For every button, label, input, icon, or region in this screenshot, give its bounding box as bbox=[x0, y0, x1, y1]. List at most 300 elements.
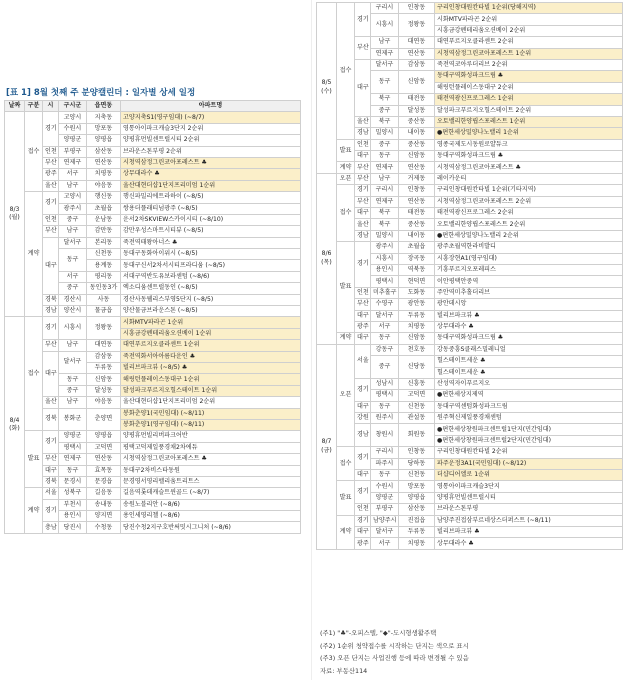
cell-apartment: 오토밸리한양립스포레스트 2순위 bbox=[435, 219, 623, 230]
cell-date: 8/6 (목) bbox=[317, 173, 337, 344]
cell-type: 계약 bbox=[25, 488, 43, 534]
cell-dong: 고덕면 bbox=[87, 442, 121, 453]
cell-dong: 수청동 bbox=[87, 522, 121, 533]
cell-dong: 정왕동 bbox=[87, 317, 121, 340]
cell-apartment: 봉화춘양1(국민임대) (~8/11) bbox=[121, 408, 301, 419]
cell-apartment: 경산사동웰리스부영5단지 (~8/5) bbox=[121, 294, 301, 305]
cell-apartment: 문경영서영리펠리움트리트스 bbox=[121, 476, 301, 487]
cell-gu: 성남시 bbox=[371, 378, 399, 389]
cell-apartment: 동대구2차비스타동원 bbox=[121, 465, 301, 476]
cell-dong: 양지면 bbox=[87, 511, 121, 522]
cell-apartment: 평택고덕제일풍경채2차에듀 bbox=[121, 442, 301, 453]
cell-apartment: ●편한세상밀양나노밸리 2순위 bbox=[435, 230, 623, 241]
cell-dong: 정왕동 bbox=[399, 14, 435, 37]
cell-gu: 중구 bbox=[59, 283, 87, 294]
table-row bbox=[317, 116, 623, 127]
footnote: (주3) 오픈 단지는 사업진행 등에 따라 변경될 수 있음 bbox=[320, 654, 469, 662]
table-row bbox=[5, 488, 301, 499]
table-row bbox=[5, 408, 301, 419]
cell-date: 8/7 (금) bbox=[317, 344, 337, 549]
cell-gu: 양평군 bbox=[371, 492, 399, 503]
cell-dong: 물금읍 bbox=[87, 306, 121, 317]
cell-dong: 회원동 bbox=[399, 424, 435, 447]
cell-gu: 시흥시 bbox=[371, 253, 399, 264]
cell-gu: 부평구 bbox=[59, 146, 87, 157]
cell-gu: 달서구 bbox=[59, 237, 87, 248]
table-row bbox=[5, 180, 301, 191]
cell-apartment: 해링턴플레이스동대구 2순위 bbox=[435, 82, 623, 93]
cell-gu: 달서구 bbox=[371, 59, 399, 70]
cell-apartment: 양평휴먼빌센트럴시티 2순위 bbox=[121, 135, 301, 146]
table-row bbox=[5, 351, 301, 362]
cell-apartment: 쌍용더플래티넘광주 (~8/5) bbox=[121, 203, 301, 214]
cell-gu: 봉화군 bbox=[59, 408, 87, 431]
cell-dong: 양평읍 bbox=[399, 492, 435, 503]
cell-dong: 감삼동 bbox=[87, 351, 121, 362]
cell-apartment: 해링턴플레이스동대구 1순위 bbox=[121, 374, 301, 385]
cell-gu: 서구 bbox=[371, 321, 399, 332]
cell-dong: 달성동 bbox=[87, 385, 121, 396]
cell-gu: 동구 bbox=[59, 465, 87, 476]
cell-gu: 동구 bbox=[371, 333, 399, 344]
schedule-table-right bbox=[316, 2, 623, 550]
footnotes bbox=[320, 627, 469, 677]
cell-apartment: 시청역삼정그린코아포레스트 ♣ bbox=[121, 454, 301, 465]
cell-sido: 경남 bbox=[355, 424, 371, 447]
cell-apartment: 시흥장현A1(영구임대) bbox=[435, 253, 623, 264]
cell-dong: 연산동 bbox=[399, 48, 435, 59]
cell-gu: 연제구 bbox=[371, 196, 399, 207]
cell-apartment: 시청역삼정그린코아포레스트 1순위 bbox=[435, 48, 623, 59]
cell-sido: 경기 bbox=[43, 317, 59, 340]
cell-apartment: 상무대라수 ♣ bbox=[435, 321, 623, 332]
cell-dong: 신당동 bbox=[399, 356, 435, 379]
cell-sido: 부산 bbox=[43, 454, 59, 465]
cell-type: 발표 bbox=[25, 431, 43, 488]
column-header: 날짜 bbox=[5, 101, 25, 112]
table-row bbox=[317, 526, 623, 537]
cell-apartment: 구리인창대원칸타빌 1순위(기타지역) bbox=[435, 185, 623, 196]
cell-dong: 치평동 bbox=[87, 169, 121, 180]
cell-date: 8/4 (화) bbox=[5, 317, 25, 533]
cell-dong: 망포동 bbox=[399, 481, 435, 492]
cell-dong: 신암동 bbox=[87, 374, 121, 385]
table-row bbox=[317, 128, 623, 139]
cell-dong: 신암동 bbox=[399, 151, 435, 162]
cell-apartment: 브라운스톤부평 bbox=[435, 504, 623, 515]
cell-date: 8/3 (월) bbox=[5, 112, 25, 317]
cell-gu: 중구 bbox=[371, 139, 399, 150]
cell-dong: 내이동 bbox=[399, 128, 435, 139]
cell-apartment: 시청역삼정그린코아포레스트 2순위 bbox=[435, 196, 623, 207]
table-row bbox=[5, 146, 301, 157]
cell-gu: 파주시 bbox=[371, 458, 399, 469]
cell-apartment: 기흥푸르지오포레피스 bbox=[435, 264, 623, 275]
table-row bbox=[5, 397, 301, 408]
cell-apartment: 달성파크푸르지오힐스테이트 2순위 bbox=[435, 105, 623, 116]
cell-type: 발표 bbox=[337, 242, 355, 333]
cell-gu: 고양시 bbox=[59, 192, 87, 203]
cell-dong: 내이동 bbox=[399, 230, 435, 241]
cell-sido: 대구 bbox=[355, 151, 371, 162]
cell-dong: 초월읍 bbox=[399, 242, 435, 253]
cell-dong: 삼산동 bbox=[399, 504, 435, 515]
column-header: 시 bbox=[43, 101, 59, 112]
cell-gu: 광주시 bbox=[371, 242, 399, 253]
cell-apartment: 오토밸리한양립스포레스트 1순위 bbox=[435, 116, 623, 127]
cell-type: 발표 bbox=[337, 139, 355, 162]
cell-apartment: 대연푸르지오클라센트 1순위 bbox=[121, 340, 301, 351]
cell-dong: 야음동 bbox=[87, 397, 121, 408]
table-row bbox=[5, 476, 301, 487]
cell-type: 계약 bbox=[337, 162, 355, 173]
cell-dong: 초월읍 bbox=[87, 203, 121, 214]
cell-type: 접수 bbox=[337, 185, 355, 242]
cell-apartment: 레이카운티 bbox=[435, 173, 623, 184]
cell-gu: 밀양시 bbox=[371, 128, 399, 139]
cell-sido: 부산 bbox=[43, 340, 59, 351]
cell-gu: 밀양시 bbox=[371, 230, 399, 241]
cell-dong: 두류동 bbox=[399, 526, 435, 537]
cell-sido: 인천 bbox=[355, 287, 371, 298]
cell-dong: 고덕면 bbox=[399, 390, 435, 401]
cell-sido: 부산 bbox=[355, 173, 371, 184]
table-row bbox=[317, 196, 623, 207]
cell-dong: 도화동 bbox=[399, 287, 435, 298]
cell-apartment: 힐스테이트세운 ♣ bbox=[435, 356, 623, 367]
cell-apartment: 시화MTV파라곤 2순위 bbox=[435, 14, 623, 25]
cell-gu: 평택시 bbox=[371, 390, 399, 401]
cell-gu: 문경시 bbox=[59, 476, 87, 487]
cell-gu: 동구 bbox=[59, 374, 87, 385]
table-row bbox=[317, 139, 623, 150]
table-row bbox=[317, 515, 623, 526]
cell-gu: 수원시 bbox=[59, 123, 87, 134]
table-row bbox=[317, 413, 623, 424]
cell-sido: 인천 bbox=[355, 139, 371, 150]
cell-sido: 울산 bbox=[43, 397, 59, 408]
cell-gu: 구리시 bbox=[371, 3, 399, 14]
cell-gu: 고양시 bbox=[59, 112, 87, 123]
schedule-table-left bbox=[4, 100, 301, 534]
cell-gu: 달서구 bbox=[371, 526, 399, 537]
cell-sido: 대구 bbox=[43, 237, 59, 294]
cell-dong: 달성동 bbox=[399, 105, 435, 116]
cell-gu: 연제구 bbox=[371, 48, 399, 59]
cell-dong: 양평읍 bbox=[87, 135, 121, 146]
cell-sido: 부산 bbox=[43, 226, 59, 237]
cell-gu: 부평구 bbox=[371, 504, 399, 515]
table-row bbox=[5, 499, 301, 510]
cell-type: 계약 bbox=[25, 192, 43, 317]
cell-sido: 경기 bbox=[355, 3, 371, 37]
cell-apartment: 광주초월역한라비발디 bbox=[435, 242, 623, 253]
table-row bbox=[317, 481, 623, 492]
cell-dong: 인창동 bbox=[399, 185, 435, 196]
cell-gu: 동구 bbox=[371, 151, 399, 162]
cell-dong: 길음동 bbox=[87, 488, 121, 499]
cell-sido: 광주 bbox=[43, 169, 59, 180]
cell-apartment: ●편한세상창원파크센트럴2단지(민간임대) bbox=[435, 435, 623, 446]
table-row bbox=[317, 37, 623, 48]
cell-dong: 연산동 bbox=[399, 196, 435, 207]
table-row bbox=[5, 157, 301, 168]
cell-dong: 인창동 bbox=[399, 3, 435, 14]
cell-apartment: ●편한세상밀양나노밸리 1순위 bbox=[435, 128, 623, 139]
cell-gu: 남구 bbox=[59, 226, 87, 237]
cell-dong: 태전동 bbox=[399, 208, 435, 219]
cell-dong: 두류동 bbox=[87, 362, 121, 373]
cell-gu: 중구 bbox=[371, 105, 399, 116]
cell-gu: 서구 bbox=[59, 169, 87, 180]
table-row bbox=[317, 401, 623, 412]
cell-apartment: 양평휴먼빌센트럴시티 bbox=[435, 492, 623, 503]
cell-gu: 중구 bbox=[59, 214, 87, 225]
cell-apartment: 동대구역화성파크드림 ♣ bbox=[435, 333, 623, 344]
table-row bbox=[5, 465, 301, 476]
cell-gu: 달서구 bbox=[59, 351, 87, 374]
column-header: 구시군 bbox=[59, 101, 87, 112]
cell-apartment: 구리인창대원칸타빌 1순위(당해지역) bbox=[435, 3, 623, 14]
cell-gu: 수영구 bbox=[371, 299, 399, 310]
cell-apartment: 행신파밀리에트라하이 (~8/5) bbox=[121, 192, 301, 203]
cell-apartment: 동대구역센텀화성파크드림 bbox=[435, 401, 623, 412]
table-row bbox=[5, 192, 301, 203]
cell-sido: 부산 bbox=[355, 162, 371, 173]
cell-dong: 당하동 bbox=[399, 458, 435, 469]
cell-sido: 경기 bbox=[355, 447, 371, 470]
cell-apartment: 죽전역화서아아름다운인 ♣ bbox=[121, 351, 301, 362]
cell-sido: 대구 bbox=[355, 526, 371, 537]
cell-sido: 대구 bbox=[355, 310, 371, 321]
column-separator bbox=[311, 0, 312, 680]
table-row bbox=[317, 310, 623, 321]
cell-gu: 서구 bbox=[371, 538, 399, 549]
cell-dong: 사동 bbox=[87, 294, 121, 305]
cell-sido: 경북 bbox=[43, 408, 59, 431]
table-row bbox=[317, 344, 623, 355]
cell-date: 8/5 (수) bbox=[317, 3, 337, 174]
cell-apartment: 태전역광신프로그레스 1순위 bbox=[435, 94, 623, 105]
cell-dong: 야음동 bbox=[87, 180, 121, 191]
cell-sido: 울산 bbox=[355, 116, 371, 127]
table-row bbox=[317, 333, 623, 344]
cell-sido: 경기 bbox=[43, 112, 59, 146]
cell-type: 접수 bbox=[337, 3, 355, 140]
cell-apartment: 파주운정3A1(국민임대) (~8/12) bbox=[435, 458, 623, 469]
cell-dong: 감삼동 bbox=[399, 59, 435, 70]
cell-sido: 경남 bbox=[43, 306, 59, 317]
cell-gu: 동구 bbox=[59, 249, 87, 272]
cell-gu: 서구 bbox=[59, 271, 87, 282]
cell-apartment: 주안역미추홀더리브 bbox=[435, 287, 623, 298]
footnote: (주2) 1순위 청약접수를 시작하는 단지는 색으로 표시 bbox=[320, 641, 469, 650]
cell-sido: 인천 bbox=[355, 504, 371, 515]
table-row bbox=[5, 214, 301, 225]
cell-dong: 관설동 bbox=[399, 413, 435, 424]
table-row bbox=[317, 321, 623, 332]
cell-apartment: 상무대라수 ♣ bbox=[121, 169, 301, 180]
cell-apartment: 동대구역화성파크드림 ♣ bbox=[435, 71, 623, 82]
cell-type: 계약 bbox=[337, 515, 355, 549]
cell-dong: 장곡동 bbox=[399, 253, 435, 264]
table-row bbox=[5, 522, 301, 533]
cell-gu: 동구 bbox=[371, 71, 399, 94]
cell-gu: 평택시 bbox=[371, 276, 399, 287]
cell-apartment: 남양주진접삼부르네상스더퍼스트 (~8/11) bbox=[435, 515, 623, 526]
cell-sido: 경기 bbox=[355, 242, 371, 288]
cell-gu: 연제구 bbox=[371, 162, 399, 173]
cell-sido: 광주 bbox=[355, 321, 371, 332]
table-row bbox=[317, 219, 623, 230]
cell-apartment: 양평휴먼빌리버파크어반 bbox=[121, 431, 301, 442]
cell-sido: 부산 bbox=[43, 157, 59, 168]
cell-apartment: 운서2차SKVIEW스카이시티 (~8/10) bbox=[121, 214, 301, 225]
cell-gu: 양산시 bbox=[59, 306, 87, 317]
cell-gu: 구리시 bbox=[371, 185, 399, 196]
cell-apartment: 원주혁신제일풍경채센텀 bbox=[435, 413, 623, 424]
column-header: 구분 bbox=[25, 101, 43, 112]
cell-apartment: 빌리브파크뷰 (~8/5) ♣ bbox=[121, 362, 301, 373]
cell-dong: 두류동 bbox=[399, 310, 435, 321]
table-row bbox=[317, 242, 623, 253]
table-row bbox=[317, 151, 623, 162]
cell-gu: 당진시 bbox=[59, 522, 87, 533]
cell-gu: 남구 bbox=[371, 37, 399, 48]
cell-apartment: 더샵디어엘로 1순위 bbox=[435, 470, 623, 481]
table-row bbox=[5, 317, 301, 328]
cell-apartment: 대연푸르지오클라센트 2순위 bbox=[435, 37, 623, 48]
cell-gu: 용인시 bbox=[59, 511, 87, 522]
cell-apartment: 죽전역코아루더리브 2순위 bbox=[435, 59, 623, 70]
cell-gu: 연제구 bbox=[59, 157, 87, 168]
cell-gu: 북구 bbox=[371, 208, 399, 219]
cell-apartment: 시청역삼정그린코아포레스트 ♣ bbox=[121, 157, 301, 168]
cell-gu: 부천시 bbox=[59, 499, 87, 510]
table-row bbox=[317, 59, 623, 70]
cell-type: 접수 bbox=[25, 112, 43, 192]
cell-sido: 대구 bbox=[355, 333, 371, 344]
cell-sido: 부산 bbox=[355, 37, 371, 60]
cell-apartment: 영통아이파크캐슬3단지 2순위 bbox=[121, 123, 301, 134]
cell-gu: 남구 bbox=[59, 397, 87, 408]
cell-type: 접수 bbox=[337, 447, 355, 481]
cell-apartment: 송원노블리안 (~8/6) bbox=[121, 499, 301, 510]
cell-sido: 서울 bbox=[355, 344, 371, 378]
column-header: 읍면동 bbox=[87, 101, 121, 112]
cell-gu: 구리시 bbox=[371, 447, 399, 458]
cell-dong: 신천동 bbox=[399, 401, 435, 412]
table-row bbox=[317, 378, 623, 389]
cell-dong: 신흥동 bbox=[399, 378, 435, 389]
cell-gu: 북구 bbox=[371, 94, 399, 105]
table-row bbox=[317, 504, 623, 515]
page-title: [표 1] 8월 첫째 주 분양캘린더 : 일자별 상세 일정 bbox=[6, 88, 196, 98]
cell-apartment: 시화MTV파라곤 1순위 bbox=[121, 317, 301, 328]
cell-gu: 시흥시 bbox=[371, 14, 399, 37]
cell-dong: 운남동 bbox=[87, 214, 121, 225]
cell-apartment: 달성파크푸르지오힐스테이트 1순위 bbox=[121, 385, 301, 396]
cell-apartment: 고양지축S1(영구임대) (~8/7) bbox=[121, 112, 301, 123]
cell-gu: 용인시 bbox=[371, 264, 399, 275]
cell-apartment: 힐스테이트세운 ♣ bbox=[435, 367, 623, 378]
cell-apartment: 시흥금강펜테리움오션베이 2순위 bbox=[435, 25, 623, 36]
cell-sido: 대구 bbox=[355, 59, 371, 116]
cell-sido: 인천 bbox=[43, 214, 59, 225]
cell-sido: 경기 bbox=[43, 499, 59, 522]
cell-gu: 달서구 bbox=[371, 310, 399, 321]
cell-dong: 동인동3가 bbox=[87, 283, 121, 294]
cell-dong: 본리동 bbox=[87, 237, 121, 248]
cell-apartment: ●편한세상지제역 bbox=[435, 390, 623, 401]
cell-sido: 경북 bbox=[43, 294, 59, 305]
cell-sido: 경기 bbox=[355, 515, 371, 526]
cell-dong: 치평동 bbox=[399, 538, 435, 549]
cell-dong: 춘양면 bbox=[87, 408, 121, 431]
cell-sido: 울산 bbox=[43, 180, 59, 191]
cell-gu: 수원시 bbox=[371, 481, 399, 492]
cell-gu: 광주시 bbox=[59, 203, 87, 214]
cell-sido: 대구 bbox=[43, 465, 59, 476]
cell-dong: 중산동 bbox=[399, 219, 435, 230]
cell-dong: 광안동 bbox=[399, 299, 435, 310]
table-row bbox=[317, 162, 623, 173]
cell-gu: 남구 bbox=[371, 173, 399, 184]
cell-apartment: 길음역롯데캐슬트윈골드 (~8/7) bbox=[121, 488, 301, 499]
cell-sido: 경기 bbox=[355, 185, 371, 196]
cell-apartment: 시흥금강펜테리움오션베이 1순위 bbox=[121, 328, 301, 339]
cell-dong: 용계동 bbox=[87, 260, 121, 271]
cell-dong: 신암동 bbox=[399, 71, 435, 94]
cell-dong: 효목동 bbox=[87, 465, 121, 476]
cell-apartment: 빌리브파크뷰 ♣ bbox=[435, 310, 623, 321]
cell-dong: 신천동 bbox=[87, 249, 121, 260]
cell-sido: 인천 bbox=[43, 146, 59, 157]
cell-dong: 태전동 bbox=[399, 94, 435, 105]
cell-dong: 치평동 bbox=[399, 321, 435, 332]
cell-apartment: 양산물금브라운스톤 (~8/5) bbox=[121, 306, 301, 317]
cell-sido: 경기 bbox=[43, 192, 59, 215]
cell-dong: 중산동 bbox=[399, 116, 435, 127]
table-row bbox=[5, 169, 301, 180]
source-note: 자료: 부동산114 bbox=[320, 666, 368, 675]
cell-dong: 중산동 bbox=[399, 139, 435, 150]
cell-type: 발표 bbox=[337, 481, 355, 515]
cell-dong: 망포동 bbox=[87, 123, 121, 134]
cell-sido: 경북 bbox=[43, 476, 59, 487]
cell-sido: 부산 bbox=[355, 196, 371, 207]
table-row bbox=[317, 447, 623, 458]
cell-apartment: 강동중흥S클래스밀레니얼 bbox=[435, 344, 623, 355]
cell-apartment: 죽전역태왕아너스 ♣ bbox=[121, 237, 301, 248]
cell-dong: 문경읍 bbox=[87, 476, 121, 487]
cell-gu: 창원시 bbox=[371, 424, 399, 447]
cell-apartment: 용인세영리첼 (~8/6) bbox=[121, 511, 301, 522]
table-row bbox=[5, 340, 301, 351]
cell-dong: 지축동 bbox=[87, 112, 121, 123]
cell-apartment: 광안데시앙 bbox=[435, 299, 623, 310]
table-row bbox=[317, 424, 623, 435]
table-row bbox=[5, 454, 301, 465]
cell-apartment: 빌리브파크뷰 ♣ bbox=[435, 526, 623, 537]
cell-sido: 강원 bbox=[355, 413, 371, 424]
cell-dong: 역북동 bbox=[399, 264, 435, 275]
cell-dong: 인창동 bbox=[399, 447, 435, 458]
cell-gu: 동구 bbox=[371, 470, 399, 481]
cell-dong: 진접읍 bbox=[399, 515, 435, 526]
cell-sido: 충남 bbox=[43, 522, 59, 533]
cell-dong: 대연동 bbox=[399, 37, 435, 48]
